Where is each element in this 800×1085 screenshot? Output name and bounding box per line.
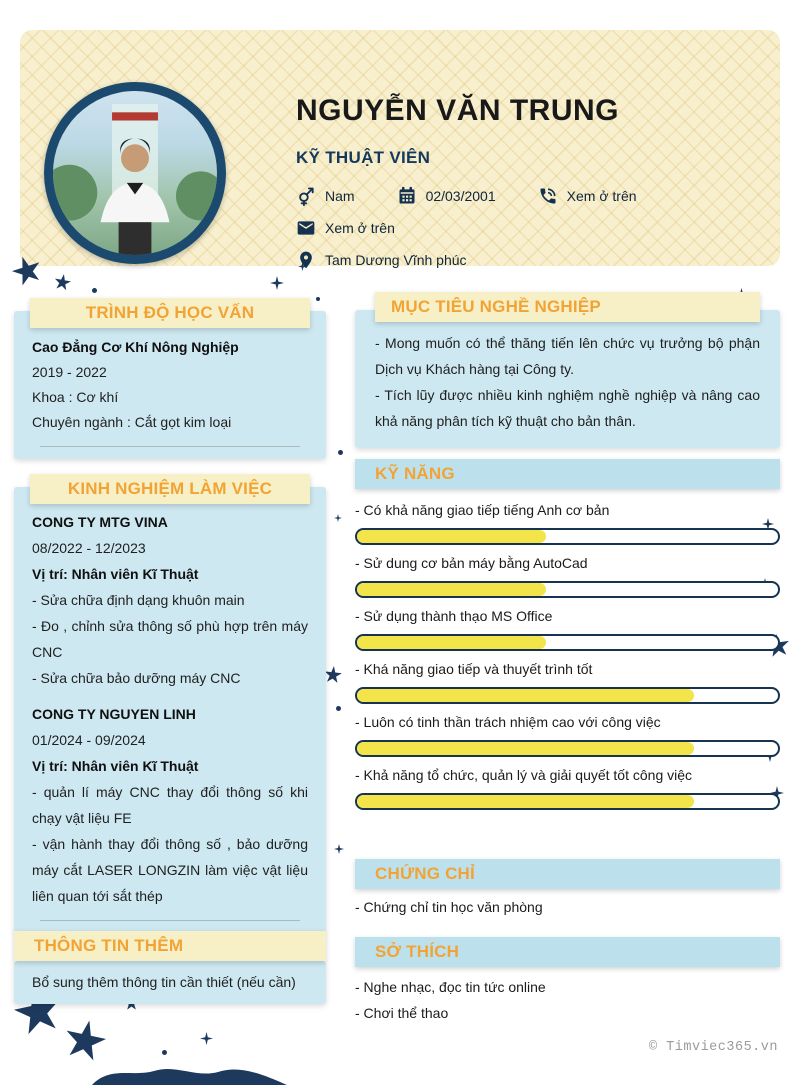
section-certificates xyxy=(355,894,780,920)
section-education xyxy=(14,311,326,459)
candidate-name: NGUYỄN VĂN TRUNG xyxy=(296,94,620,127)
gender-icon xyxy=(296,186,316,206)
hobby-item: - Chơi thể thao xyxy=(355,1005,449,1021)
skill-item xyxy=(355,659,780,704)
skill-bar xyxy=(355,581,780,598)
person-placeholder-illustration xyxy=(53,91,217,255)
skill-label: - Sử dụng thành thạo MS Office xyxy=(355,608,553,624)
skill-item xyxy=(355,500,780,545)
contact-email xyxy=(296,218,395,238)
section-heading-skills: KỸ NĂNG xyxy=(355,459,780,489)
job-period: 08/2022 - 12/2023 xyxy=(32,540,146,556)
sparkle-decoration xyxy=(334,514,342,522)
education-faculty: Khoa : Cơ khí xyxy=(32,389,119,405)
section-experience xyxy=(14,487,326,933)
star-decoration xyxy=(323,665,343,685)
education-period: 2019 - 2022 xyxy=(32,364,107,380)
job-period: 01/2024 - 09/2024 xyxy=(32,732,146,748)
skill-label: - Khả năng tổ chức, quản lý và giải quyết tốt công việc xyxy=(355,767,693,783)
hobby-item: - Nghe nhạc, đọc tin tức online xyxy=(355,979,546,995)
section-heading-certificates: CHỨNG CHỈ xyxy=(355,859,780,889)
job-duty: - Sửa chữa định dạng khuôn main xyxy=(32,592,245,608)
experience-job-2 xyxy=(32,701,308,909)
location-icon xyxy=(296,250,316,270)
job-position: Vị trí: Nhân viên Kĩ Thuật xyxy=(32,566,199,582)
skill-label: - Có khả năng giao tiếp tiếng Anh cơ bản xyxy=(355,502,610,518)
skill-bar xyxy=(355,634,780,651)
job-duty: - Sửa chữa bảo dưỡng máy CNC xyxy=(32,670,241,686)
divider xyxy=(40,446,300,447)
experience-job-1 xyxy=(32,509,308,691)
objective-paragraph: - Mong muốn có thể thăng tiến lên chức vụ trưởng bộ phận Dịch vụ Khách hàng tại Công ty. xyxy=(375,335,760,377)
job-company: CONG TY MTG VINA xyxy=(32,514,168,530)
skill-bar xyxy=(355,740,780,757)
skill-label: - Luôn có tinh thần trách nhiệm cao với công việc xyxy=(355,714,661,730)
profile-photo xyxy=(44,82,226,264)
divider xyxy=(40,920,300,921)
sparkle-decoration xyxy=(334,844,344,854)
site-watermark: © Timviec365.vn xyxy=(648,1040,778,1055)
dot-decoration xyxy=(316,297,320,301)
skill-bar-fill xyxy=(357,742,694,755)
contact-address-label: Tam Dương Vĩnh phúc xyxy=(325,252,467,268)
job-position: Vị trí: Nhân viên Kĩ Thuật xyxy=(32,758,199,774)
skill-bar-fill xyxy=(357,583,546,596)
skill-bar-fill xyxy=(357,795,694,808)
contact-row-2 xyxy=(296,218,791,238)
job-duty: - vận hành thay đổi thông số , bảo dưỡng máy cắt LASER LONGZIN làm việc vật liệu liên quan tới sắt thép xyxy=(32,836,308,904)
phone-icon xyxy=(538,186,558,206)
section-hobbies xyxy=(355,974,780,1026)
skill-item xyxy=(355,606,780,651)
skill-bar-fill xyxy=(357,530,546,543)
skill-bar xyxy=(355,793,780,810)
section-skills xyxy=(355,492,780,816)
sparkle-decoration xyxy=(200,1032,213,1045)
star-decoration xyxy=(53,273,73,293)
objective-paragraph: - Tích lũy được nhiều kinh nghiệm nghề nghiệp và nâng cao khả năng phân tích kỹ thuật cho bản thân. xyxy=(375,387,760,429)
education-school: Cao Đẳng Cơ Khí Nông Nghiệp xyxy=(32,339,239,355)
skill-bar-fill xyxy=(357,689,694,702)
section-objective xyxy=(355,310,780,448)
skill-label: - Sử dung cơ bản máy bằng AutoCad xyxy=(355,555,588,571)
education-major: Chuyên ngành : Cắt gọt kim loại xyxy=(32,414,232,430)
dot-decoration xyxy=(92,288,97,293)
section-heading-experience: KINH NGHIỆM LÀM VIỆC xyxy=(30,474,310,504)
skill-bar-fill xyxy=(357,636,546,649)
calendar-icon xyxy=(397,186,417,206)
dot-decoration xyxy=(336,706,341,711)
contact-row-3 xyxy=(296,250,791,270)
contact-gender-label: Nam xyxy=(325,188,355,204)
contact-info xyxy=(296,186,791,282)
additional-info-note: Bổ sung thêm thông tin cần thiết (nếu cần) xyxy=(32,974,296,990)
skill-item xyxy=(355,553,780,598)
certificate-item: - Chứng chỉ tin học văn phòng xyxy=(355,899,543,915)
dot-decoration xyxy=(338,450,343,455)
profile-photo-image xyxy=(53,91,217,255)
contact-gender xyxy=(296,186,355,206)
skill-bar xyxy=(355,528,780,545)
wave-decoration xyxy=(92,1062,287,1085)
contact-email-label: Xem ở trên xyxy=(325,220,395,236)
star-decoration xyxy=(60,1016,110,1066)
section-additional-info xyxy=(14,961,326,1004)
contact-phone-label: Xem ở trên xyxy=(566,188,637,204)
skill-label: - Khá năng giao tiếp và thuyết trình tốt xyxy=(355,661,593,677)
contact-phone xyxy=(538,186,637,206)
candidate-title: KỸ THUẬT VIÊN xyxy=(296,148,431,167)
skill-bar xyxy=(355,687,780,704)
sparkle-decoration xyxy=(270,276,284,290)
contact-row-1 xyxy=(296,186,791,206)
job-duty: - Đo , chỉnh sửa thông số phù hợp trên máy CNC xyxy=(32,618,308,660)
dot-decoration xyxy=(162,1050,167,1055)
contact-dob xyxy=(397,186,496,206)
contact-dob-label: 02/03/2001 xyxy=(425,188,496,204)
resume-header-card xyxy=(20,30,780,266)
skill-item xyxy=(355,765,780,810)
section-heading-additional-info: THÔNG TIN THÊM xyxy=(14,931,326,961)
section-heading-hobbies: SỞ THÍCH xyxy=(355,937,780,967)
job-company: CONG TY NGUYEN LINH xyxy=(32,706,196,722)
skill-item xyxy=(355,712,780,757)
job-duty: - quản lí máy CNC thay đổi thông số khi chạy vật liệu FE xyxy=(32,784,308,826)
email-icon xyxy=(296,218,316,238)
section-heading-objective: MỤC TIÊU NGHỀ NGHIỆP xyxy=(375,292,760,322)
section-heading-education: TRÌNH ĐỘ HỌC VẤN xyxy=(30,298,310,328)
contact-address xyxy=(296,250,467,270)
